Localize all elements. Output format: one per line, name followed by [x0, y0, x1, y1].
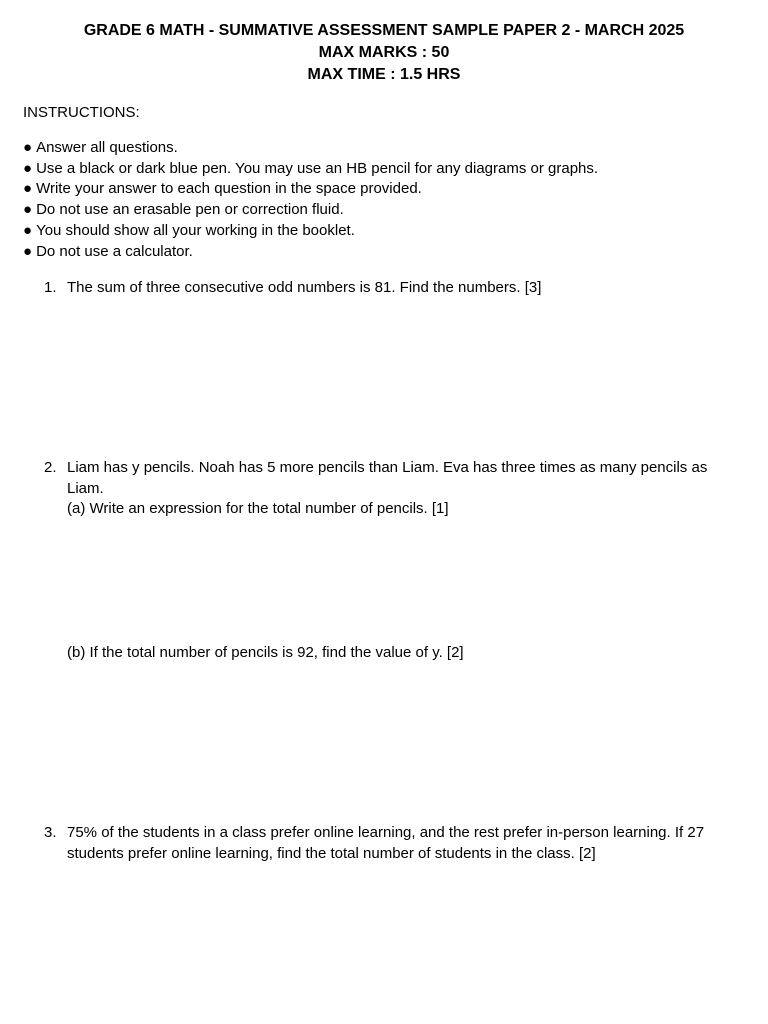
- list-item: ● Do not use a calculator.: [23, 242, 193, 260]
- bullet-icon: ●: [23, 139, 33, 156]
- question-number: 2.: [44, 459, 57, 476]
- bullet-icon: ●: [23, 201, 33, 219]
- question-text: Liam has y pencils. Noah has 5 more pencils than Liam. Eva has three times as many pencils as Liam.: [67, 459, 708, 497]
- question-text: The sum of three consecutive odd numbers is 81. Find the numbers. [3]: [67, 279, 542, 296]
- max-time: MAX TIME : 1.5 HRS: [307, 66, 461, 83]
- bullet-icon: ●: [23, 242, 33, 260]
- exam-header: [0, 20, 768, 86]
- bullet-icon: ●: [23, 159, 33, 177]
- list-item: ● You should show all your working in the booklet.: [23, 221, 355, 239]
- question-part-a: (a) Write an expression for the total number of pencils. [1]: [67, 500, 449, 517]
- list-item: ● Write your answer to each question in the space provided.: [23, 180, 422, 198]
- question-number: 3.: [44, 824, 57, 841]
- list-item: ● Do not use an erasable pen or correction fluid.: [23, 201, 344, 219]
- list-item: ● Use a black or dark blue pen. You may use an HB pencil for any diagrams or graphs.: [23, 159, 599, 177]
- bullet-icon: ●: [23, 221, 33, 239]
- question-part-b: (b) If the total number of pencils is 92, find the value of y. [2]: [67, 644, 464, 661]
- question-number: 1.: [44, 279, 57, 296]
- instructions-heading: INSTRUCTIONS:: [23, 104, 140, 121]
- instructions-list: [23, 138, 598, 262]
- bullet-icon: ●: [23, 180, 33, 198]
- max-marks: MAX MARKS : 50: [318, 44, 450, 61]
- question-text: 75% of the students in a class prefer online learning, and the rest prefer in-person learning. If 27 students prefer online learning, find the total number of students in the class. [2]: [67, 824, 705, 862]
- exam-title: GRADE 6 MATH - SUMMATIVE ASSESSMENT SAMPLE PAPER 2 - MARCH 2025: [83, 22, 685, 39]
- list-item: ● Answer all questions.: [23, 139, 178, 156]
